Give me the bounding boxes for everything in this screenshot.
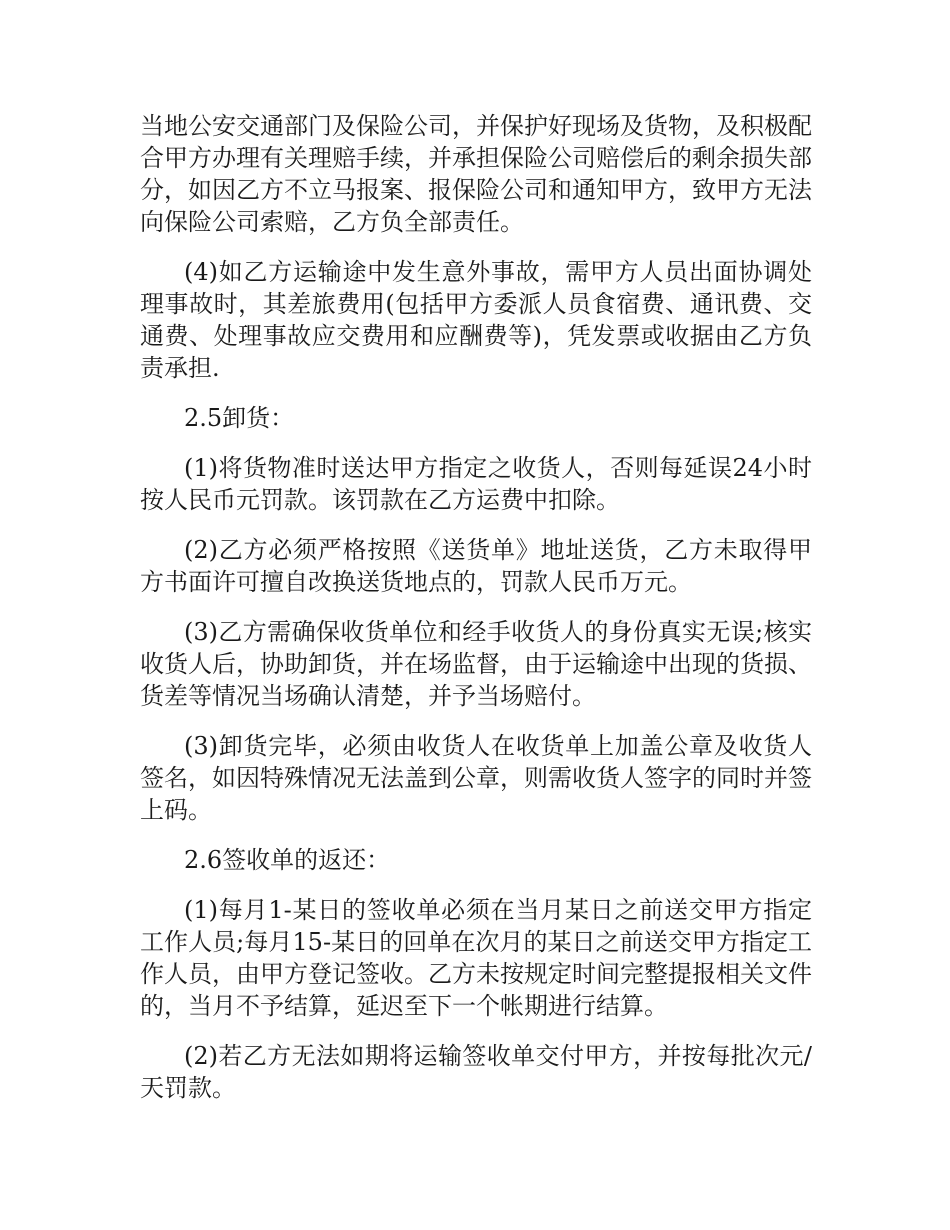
paragraph-6: (3)乙方需确保收货单位和经手收货人的身份真实无误;核实收货人后，协助卸货，并在场监督，由于运输途中出现的货损、货差等情况当场确认清楚，并予当场赔付。 xyxy=(140,618,812,710)
document-page xyxy=(140,110,812,1122)
paragraph-7: (3)卸货完毕，必须由收货人在收货单上加盖公章及收货人签名，如因特殊情况无法盖到公章，则需收货人签字的同时并签上码。 xyxy=(140,732,812,824)
paragraph-5: (2)乙方必须严格按照《送货单》地址送货，乙方未取得甲方书面许可擅自改换送货地点的，罚款人民币万元。 xyxy=(140,536,812,596)
paragraph-2: (4)如乙方运输途中发生意外事故，需甲方人员出面协调处理事故时，其差旅费用(包括甲方委派人员食宿费、通讯费、交通费、处理事故应交费用和应酬费等)，凭发票或收据由乙方负责承担. xyxy=(140,258,812,382)
paragraph-1: 当地公安交通部门及保险公司，并保护好现场及货物，及积极配合甲方办理有关理赔手续，并承担保险公司赔偿后的剩余损失部分，如因乙方不立马报案、报保险公司和通知甲方，致甲方无法向保险公司索赔，乙方负全部责任。 xyxy=(140,112,812,236)
paragraph-4: (1)将货物准时送达甲方指定之收货人，否则每延误24小时按人民币元罚款。该罚款在乙方运费中扣除。 xyxy=(140,454,812,514)
section-heading-2-6: 2.6签收单的返还： xyxy=(184,846,391,874)
section-heading-2-5: 2.5卸货： xyxy=(184,404,295,432)
paragraph-10: (2)若乙方无法如期将运输签收单交付甲方，并按每批次元/天罚款。 xyxy=(140,1042,812,1102)
paragraph-9: (1)每月1-某日的签收单必须在当月某日之前送交甲方指定工作人员;每月15-某日的回单在次月的某日之前送交甲方指定工作人员，由甲方登记签收。乙方未按规定时间完整提报相关文件的，当月不予结算，延迟至下一个帐期进行结算。 xyxy=(140,896,812,1020)
